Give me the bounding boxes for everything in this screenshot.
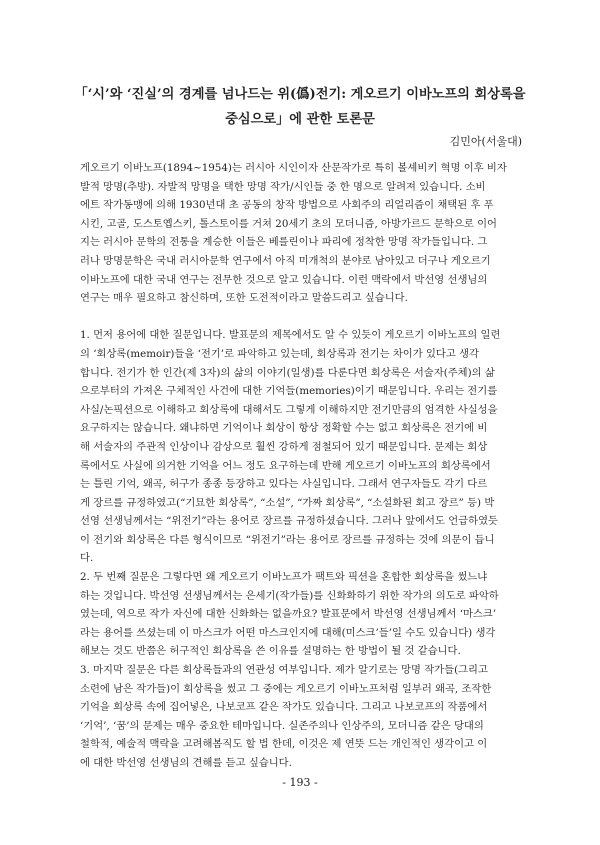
- text-line: 철학적, 예술적 맥락을 고려해봄직도 할 법 한데, 이것은 제 연뜻 드는 개인적인 생각이고 이: [80, 738, 488, 751]
- paragraph-gap: [80, 308, 520, 327]
- intro-paragraph: [80, 159, 520, 308]
- text-line: 연구는 매우 필요하고 참신하며, 또한 도전적이라고 말씀드리고 싶습니다.: [80, 292, 408, 305]
- text-line: 게오르기 이바노프(1894~1954)는 러시아 시인이자 산문작가로 특히 볼셰비키 혁명 이후 비자: [80, 162, 507, 174]
- text-line: 에트 작가동맹에 의해 1930년대 초 공동의 창작 방법으로 사회주의 리얼리즘이 채택된 후 푸: [80, 199, 494, 212]
- text-line: 으로부터의 가져온 구체적인 사건에 대한 기억들(memories)이기 때문입니다. 우리는 전기를: [80, 385, 498, 398]
- text-line: ‘기억’, ‘꿈’의 문제는 매우 중요한 테마입니다. 실존주의나 인상주의, 모더니즘 같은 당대의: [80, 719, 484, 732]
- text-line: 이바노프에 대한 국내 연구는 전무한 것으로 알고 있습니다. 이런 맥락에서 박선영 선생님의: [80, 273, 488, 286]
- text-line: 라는 용어를 쓰셨는데 이 마스크가 어떤 마스크인지에 대해(미스크’들’일 수도 있습니다) 생각: [80, 626, 496, 639]
- text-line: 에 대한 박선영 선생님의 견해를 듣고 싶습니다.: [80, 757, 292, 769]
- text-line: 이 전기와 회상록은 다른 형식이므로 “위전기”라는 용어로 장르를 규정하는 것에 의문이 듭니: [80, 533, 495, 546]
- text-line: 발적 망명(추방). 자발적 망명을 택한 망명 작가/시인들 중 한 명으로 알려져 있습니다. 소비: [80, 180, 486, 193]
- text-line: 1. 먼저 용어에 대한 질문입니다. 발표문의 제목에서도 알 수 있듯이 게오르기 이바노프의 일련: [80, 329, 501, 342]
- text-line: 3. 마지막 질문은 다른 회상록들과의 연관성 여부입니다. 제가 알기로는 망명 작가들(그리고: [80, 664, 488, 677]
- text-line: 는 틀린 기억, 왜곡, 허구가 종종 등장하고 있다는 사실입니다. 그래서 연구자들도 각기 다르: [80, 478, 488, 491]
- text-line: 합니다. 전기가 한 인간(제 3자)의 삶의 이야기(일생)를 다룬다면 회상록은 서술자(주체)의 삶: [80, 366, 495, 379]
- text-line: 요구하지는 않습니다. 왜냐하면 기억이나 회상이 항상 정확할 수는 없고 회상록은 전기에 비: [80, 422, 488, 435]
- text-line: 해보는 것도 반쯤은 허구적인 회상록을 쓴 이유를 설명하는 한 방법이 될 것 같습니다.: [80, 645, 461, 658]
- text-line: 지는 러시아 문학의 전통을 계승한 이들은 베를린이나 파리에 정착한 망명 작가들입니다. 그: [80, 236, 488, 249]
- text-line: 였는데, 역으로 작가 자신에 대한 신화화는 없을까요? 발표문에서 박선영 선생님께서 ‘마스크’: [80, 608, 497, 621]
- title-line-1: 「‘시’와 ‘진실’의 경계를 넘나드는 위(僞)전기: 게오르기 이바노프의 회상록을: [74, 87, 526, 102]
- text-line: 기억을 회상록 속에 집어넣은, 나보코프 같은 작가도 있습니다. 그리고 나보코프의 작품에서: [80, 701, 488, 714]
- text-line: 게 장르를 규정하였고(“기묘한 회상록”, “소설”, “가짜 회상록”, “소설화된 회고 장르” 등) 박: [80, 496, 495, 509]
- text-line: 의 ‘회상록(memoir)들을 ‘전기’로 파악하고 있는데, 회상록과 전기는 차이가 있다고 생각: [80, 347, 479, 360]
- text-line: 하는 것입니다. 박선영 선생님께서는 은세기(작가들)를 신화화하기 위한 작가의 의도로 파악하: [80, 589, 499, 602]
- text-line: 해 서술자의 주관적 인상이나 감상으로 훨씬 강하게 점철되어 있기 때문입니다. 문제는 회상: [80, 440, 488, 453]
- text-line: 소련에 남은 작가들)이 회상록을 썼고 그 중에는 게오르기 이바노프처럼 일부러 왜곡, 조작한: [80, 682, 492, 695]
- text-line: 다.: [80, 552, 94, 565]
- text-line: 사실/논픽션으로 이해하고 회상록에 대해서도 그렇게 이해하지만 전기만큼의 엄격한 사실성을: [80, 403, 498, 416]
- question-2-paragraph: [80, 568, 520, 661]
- question-1-paragraph: [80, 326, 520, 568]
- page-number: - 193 -: [282, 776, 318, 789]
- paper-title: [60, 82, 540, 132]
- body-text: [80, 159, 520, 773]
- question-3-paragraph: [80, 661, 520, 773]
- text-line: 2. 두 번째 질문은 그렇다면 왜 게오르기 이바노프가 팩트와 픽션을 혼합한 회상록을 썼느냐: [80, 571, 488, 584]
- text-line: 록에서도 사실에 의거한 기억을 어느 정도 요구하는데 반해 게오르기 이바노프의 회상록에서: [80, 459, 491, 472]
- text-line: 시킨, 고골, 도스토옙스키, 톨스토이를 거쳐 20세기 초의 모더니즘, 아방가르드 문학으로 이어: [80, 217, 498, 230]
- author-affiliation: 김민아(서울대): [449, 135, 522, 148]
- text-line: 러나 망명문학은 국내 러시아문학 연구에서 아직 미개척의 분야로 남아있고 더구나 게오르기: [80, 254, 491, 267]
- text-line: 선영 선생님께서는 “위전기”라는 용어로 장르를 규정하셨습니다. 그러나 앞에서도 언급하였듯: [80, 515, 498, 528]
- title-line-2: 중심으로」에 관한 토론문: [225, 112, 375, 127]
